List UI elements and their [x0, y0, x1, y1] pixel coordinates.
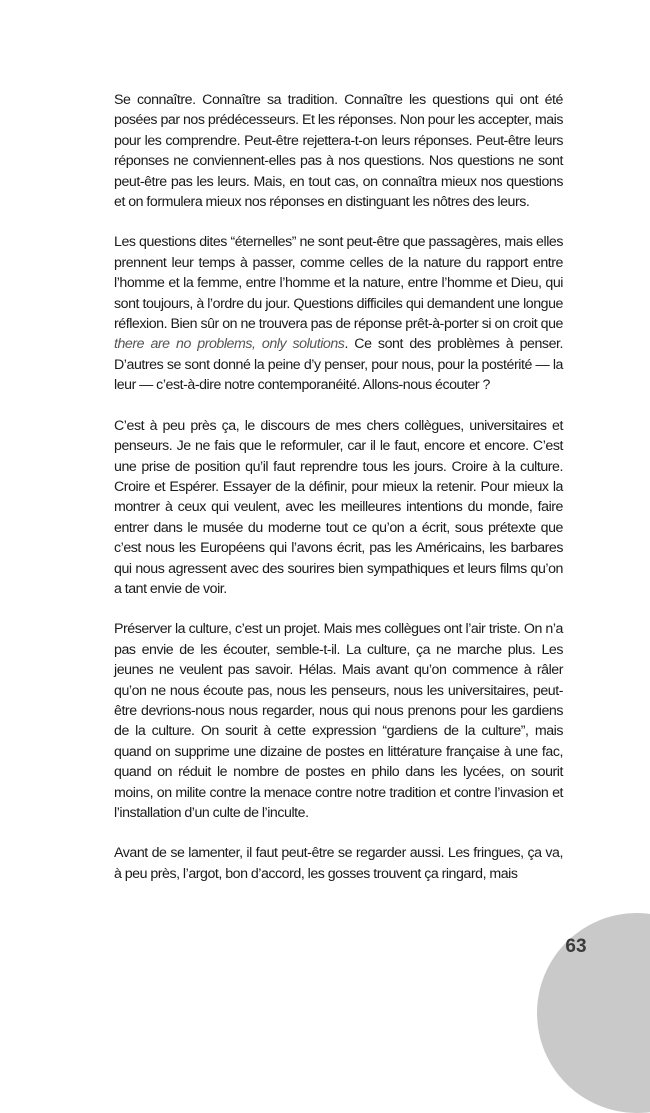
paragraph-4: Préserver la culture, c’est un projet. Mais mes collègues ont l’air triste. On n’a pas envie de les écouter, semble-t-il. La culture, ça ne marche plus. Les jeunes ne veulent pas savoir. Hélas. Mais avant qu’on commence à râler qu’on ne nous écoute pas, nous les penseurs, nous les universitaires, peut-être devrions-nous nous regarder, nous qui nous prenons pour les gardiens de la culture. On sourit à cette expression “gardiens de la culture”, mais quand on supprime une dizaine de postes en littérature française à une fac, quand on réduit le nombre de postes en philo dans les lycées, on sourit moins, on milite contre la menace contre notre tradition et contre l’invasion et l’installation d’un culte de l’inculte.: [114, 621, 563, 821]
paragraph-2-part-2: . Ce sont des problèmes à penser. D’autres se sont donné la peine d’y penser, pour nous, pour la postérité — la leur — c’est-à-dire notre contemporanéité. Allons-nous écouter ?: [114, 336, 563, 394]
page-number: 63: [565, 936, 587, 957]
body-text: [114, 90, 563, 904]
paragraph-2-part-1: Les questions dites “éternelles” ne sont peut-être que passagères, mais elles prennent leur temps à passer, comme celles de la nature du rapport entre l’homme et la femme, entre l’homme et la nature, entre l’homme et Dieu, qui sont toujours, à l’ordre du jour. Questions difficiles qui demandent une longue réflexion. Bien sûr on ne trouvera pas de réponse prêt-à-porter si on croit que: [114, 234, 563, 333]
paragraph-5: Avant de se lamenter, il faut peut-être se regarder aussi. Les fringues, ça va, à peu près, l’argot, bon d’accord, les gosses trouvent ça ringard, mais: [114, 845, 563, 882]
paragraph-1: Se connaître. Connaître sa tradition. Connaître les questions qui ont été posées par nos prédécesseurs. Et les réponses. Non pour les accepter, mais pour les comprendre. Peut-être rejettera-t-on leurs réponses. Peut-être leurs réponses ne conviennent-elles pas à nos questions. Nos questions ne sont peut-être pas les leurs. Mais, en tout cas, on connaîtra mieux nos questions et on formulera mieux nos réponses en distinguant les nôtres des leurs.: [114, 92, 563, 211]
english-quote: there are no problems, only solutions: [114, 336, 345, 353]
paragraph-2: [114, 232, 563, 395]
paragraph-3: C’est à peu près ça, le discours de mes chers collègues, universitaires et penseurs. Je ne fais que le reformuler, car il le faut, encore et encore. C’est une prise de position qu’il faut reprendre tous les jours. Croire à la culture. Croire et Espérer. Essayer de la définir, pour mieux la retenir. Pour mieux la montrer à ceux qui veulent, avec les meilleures intentions du monde, faire entrer dans le musée du moderne tout ce qu’on a écrit, sous prétexte que c’est nous les Européens qui l’avons écrit, pas les Américains, les barbares qui nous agressent avec des sourires bien sympathiques et leurs films qu’on a tant envie de voir.: [114, 417, 563, 597]
